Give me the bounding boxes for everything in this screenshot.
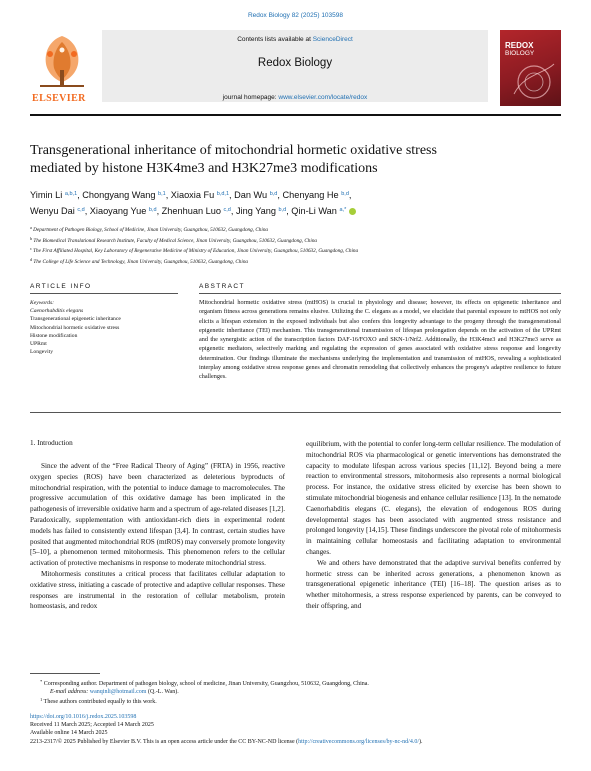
orcid-icon[interactable] [349,208,356,215]
author-line-1: Yimin Li $^{a,b,1}$, Chongyang Wang $^{b,1}$, Xiaoxia Fu $^{b,d,1}$, Dan Wu $^{b,d}$, Chenyang He $^{b,d}$, [30,190,352,200]
affiliation: $^c$ The First Affiliated Hospital, Key Laboratory of Regenerative Medicine of Ministry of Education, Jinan University, Guangzhou, 510632, Guangdong, China [30,246,359,254]
affiliation: $^d$ The College of Life Science and Technology, Jinan University, Guangzhou, 510632, Guangdong, China [30,256,249,265]
article-title-line1: Transgenerational inheritance of mitochondrial hormetic oxidative stress [30,143,437,158]
keywords-label: Keywords: [30,300,55,306]
keyword[interactable]: Longevity [30,349,53,356]
cover-title-line2: BIOLOGY [505,50,535,57]
abstract-bottom-rule [30,412,561,413]
author-affil-mark[interactable]: b,d [269,191,278,197]
author[interactable]: Dan Wu [234,190,268,200]
abstract-heading: ABSTRACT [199,283,245,290]
author[interactable]: Xiaoyang Yue [89,205,147,216]
body-column-left [30,461,285,612]
body-paragraph: Mitohormesis constitutes a critical process that facilitates cellular adaptation to oxidative stress, initiating a cascade of protective and adaptive cellular responses. These responses are instrumental in the restoration of cellular metabolism, protein homeostasis, and redox [30,569,285,611]
keyword[interactable]: Transgenerational epigenetic inheritance [30,316,121,323]
article-info-rule [30,293,178,294]
footnote-email: E-mail address: wanqinli@hotmail.com (Q.-L. Wan). [50,689,179,696]
elsevier-wordmark: ELSEVIER [32,93,86,104]
abstract-text: Mitochondrial hormetic oxidative stress (mtHOS) is crucial in physiology and disease; however, its effects on epigenetic inheritance and organism fitness across generations remains elusive. Utilizing the C. elegans as a model, we elucidate that parental exposure to mtHOS not only elicits a lifespan extension in the exposed individuals but also confers this longevity advantage to the progeny through the transgenerational epigenetic inheritance (TEI) mechanism. This transgenerational transmission of lifespan prolongation depends on the activation of the UPRmt and the synergistic action of the transcription factors DAF-16/FOXO and SKN-1/Nrf2. Additionally, the H3K4me3 and H3K27me3 serve as epigenetic mediators, selectively marking and regulating the expression of genes associated with oxidative stress response and longevity determination. Our findings illuminate the mechanisms underlying the implementation and transmission of mtHOS, revealing a sophisticated interplay among oxidative stress response genes and chromatin remodeling that collectively enhances the progeny's adaptive resilience to future challenges. [199,299,561,381]
contents-line: Contents lists available at ScienceDirect [237,36,353,43]
keyword[interactable]: UPRmt [30,341,47,348]
keyword[interactable]: Mitochondrial hormetic oxidative stress [30,324,120,331]
author[interactable]: Chongyang Wang [82,190,156,200]
section-heading-introduction: 1. Introduction [30,439,73,447]
affiliation: $^a$ Department of Pathogen Biology, School of Medicine, Jinan University, Guangzhou, 510632, Guangdong, China [30,225,269,233]
author-affil-mark[interactable]: b,d [341,191,349,197]
homepage-link[interactable]: www.elsevier.com/locate/redox [278,94,368,101]
cover-art-graphic [500,30,561,106]
body-paragraph: equilibrium, with the potential to confer long-term cellular resilience. The modulation of mitochondrial ROS via pharmacological or genetic interventions has demonstrated the capacity to modulate lifespan across various species [11,12]. Beyond being a mere reaction to environmental stressors, mitohormesis also represents a normal biological process. For instance, the oxidative stress elicited by exercise has been shown to stimulate mitochondrial biogenesis and enhance cellular resilience [13]. In the nematode Caenorhabditis elegans (C. elegans), the elevation of endogenous ROS during developmental stages has been associated with augmented stress resistance and prolonged longevity [14,15]. These findings underscore the pivotal role of mitohormesis in maintaining cellular homeostasis and facilitating adaptation to environmental changes. [306,440,561,556]
author[interactable]: Yimin Li [30,190,63,200]
author[interactable]: Chenyang He [282,190,339,200]
masthead-rule [30,114,561,116]
keyword-list [30,307,178,357]
license-link[interactable]: http://creativecommons.org/licenses/by-nc-nd/4.0/ [298,738,420,745]
license-line: 2213-2317/© 2025 Published by Elsevier B.V. This is an open access article under the CC BY-NC-ND license (http://creativecommons.org/licenses/by-nc-nd/4.0/). [30,738,423,745]
doi-link[interactable]: https://doi.org/10.1016/j.redox.2025.103598 [30,714,137,720]
article-title-line2: mediated by histone H3K4me3 and H3K27me3 modifications [30,161,378,176]
author-affil-mark[interactable]: c,d [77,206,85,213]
author-line-2: Wenyu Dai $^{c,d}$, Xiaoyang Yue $^{b,d}$, Zhenhuan Luo $^{c,d}$, Jing Yang $^{b,d}$, Qin-Li Wan $^{a,*}$ [30,203,561,219]
abstract-rule [199,293,561,294]
elsevier-logo[interactable] [30,30,94,106]
author[interactable]: Jing Yang [235,205,276,216]
received-dates: Received 11 March 2025; Accepted 14 March 2025 [30,722,154,729]
journal-banner [102,30,488,102]
footnote-equal-contribution: $^1$ These authors contributed equally to this work. [40,697,157,706]
article-info-heading: ARTICLE INFO [30,283,92,290]
keyword[interactable]: Caenorhabditis elegans [30,308,84,314]
author-list [30,187,561,218]
article-metadata-footer [30,713,561,746]
author-affil-mark[interactable]: b,d [148,206,157,213]
author[interactable]: Zhenhuan Luo [161,205,221,216]
author[interactable]: Xiaoxia Fu [170,190,215,200]
body-column-right [306,439,561,612]
author-affil-mark[interactable]: b,d [278,206,287,213]
journal-title: Redox Biology [257,57,333,69]
email-link[interactable]: wanqinli@hotmail.com [89,689,147,696]
footnote-rule [30,673,100,674]
journal-cover-thumbnail[interactable] [500,30,561,106]
footnote-corresponding: * Corresponding author. Department of pathogen biology, school of medicine, Jinan University, Guangzhou, 510632, Guangdong, China. [40,679,369,687]
affiliation: $^b$ The Biomedical Translational Research Institute, Faculty of Medical Science, Jinan University, Guangzhou, 510632, Guangdong, China [30,235,318,244]
author-affil-mark[interactable]: b,d,1 [216,191,230,197]
journal-masthead [30,30,561,110]
sciencedirect-link[interactable]: ScienceDirect [312,36,353,43]
author[interactable]: Wenyu Dai [30,205,75,216]
affiliation-list [30,224,561,266]
body-paragraph: We and others have demonstrated that the adaptive survival benefits conferred by hormetic stress can be inherited across generations, a phenomenon known as transgenerational epigenetic inheritance (TEI) [16–18]. The question arises as to whether mitohormesis, a stress response experienced by parents, can be conveyed to their offspring, and [306,558,561,610]
author-affil-mark[interactable]: c,d [223,206,231,213]
author-affil-mark[interactable]: a,* [339,206,347,213]
keyword[interactable]: Histone modification [30,332,78,339]
author[interactable]: Qin-Li Wan [291,205,337,216]
cover-title-line1: REDOX [505,41,534,50]
article-title [30,142,561,178]
footnotes [30,678,561,707]
author-affil-mark[interactable]: b,1 [158,191,166,197]
body-paragraph: Since the advent of the “Free Radical Theory of Aging” (FRTA) in 1956, reactive oxygen species (ROS) have been characterized as deleterious byproducts of mitochondrial respiration, with the potential to induce damage to macromolecules. The progressive accumulation of this oxidative damage has been implicated in the pathogenesis of irreversible oxidative harm and a spectrum of age-related diseases [1,2]. Paradoxically, supplementation with antioxidant-rich diets in experimental rodent models has failed to consistently extend lifespan [3,4]. In contrast, certain studies have posited that augmented mitochondrial ROS (mtROS) may conversely promote longevity [5–10], a phenomenon termed mitohormesis. This phenomenon refers to the cellular activation of protective mechanisms in response to moderate mitochondrial stress. [30,462,285,568]
author-affil-mark[interactable]: a,b,1 [64,191,78,197]
journal-citation[interactable]: Redox Biology 82 (2025) 103598 [247,12,344,19]
available-date: Available online 14 March 2025 [30,730,108,737]
homepage-line: journal homepage: www.elsevier.com/locate/redox [222,94,368,101]
